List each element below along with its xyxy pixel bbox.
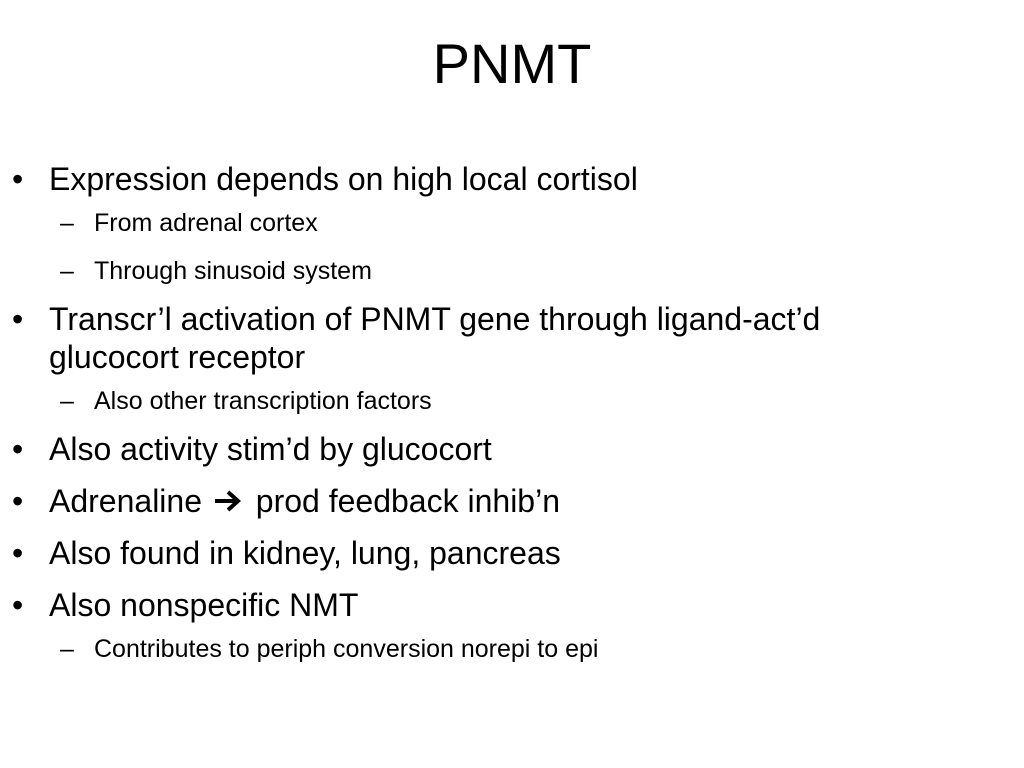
bullet-glyph: • — [12, 301, 24, 337]
slide-title: PNMT — [432, 32, 592, 95]
dash-glyph: – — [60, 209, 74, 237]
dash-glyph: – — [60, 635, 74, 663]
sub-item-periph-conversion — [0, 634, 1024, 664]
sub-item-text: From adrenal cortex — [94, 209, 318, 237]
bullet-glyph: • — [12, 161, 24, 197]
bullet-item-also-found — [0, 534, 1024, 572]
bullet-text-before-arrow: Adrenaline — [49, 483, 202, 519]
bullet-item-adrenaline-feedback — [0, 482, 1024, 520]
sub-item-text: Contributes to periph conversion norepi to epi — [94, 635, 599, 663]
sub-item-text: Through sinusoid system — [94, 257, 372, 285]
bullet-list — [0, 160, 1024, 664]
bullet-text: Also activity stim’d by glucocort — [49, 431, 492, 467]
bullet-item-expression — [0, 160, 1024, 198]
bullet-item-nonspecific-nmt — [0, 586, 1024, 624]
bullet-item-activity-stimulated — [0, 430, 1024, 468]
bullet-text: Also nonspecific NMT — [49, 587, 359, 623]
bullet-text: Also found in kidney, lung, pancreas — [49, 535, 561, 571]
sub-item-through-sinusoid-system — [0, 256, 1024, 286]
bullet-glyph: • — [12, 483, 24, 519]
dash-glyph: – — [60, 257, 74, 285]
bullet-glyph: • — [12, 431, 24, 467]
bullet-item-transcriptional-activation — [0, 300, 1024, 376]
bullet-glyph: • — [12, 587, 24, 623]
bullet-glyph: • — [12, 535, 24, 571]
bullet-text-line-2: glucocort receptor — [49, 339, 306, 375]
bullet-text-line-1: Transcr’l activation of PNMT gene through ligand-act’d — [49, 301, 821, 337]
arrow-right-icon — [215, 489, 243, 513]
bullet-text-after-arrow: prod feedback inhib’n — [255, 483, 560, 519]
sub-item-text: Also other transcription factors — [94, 387, 432, 415]
sub-item-from-adrenal-cortex — [0, 208, 1024, 238]
bullet-text: Expression depends on high local cortisol — [49, 161, 638, 197]
dash-glyph: – — [60, 387, 74, 415]
sub-item-other-transcription-factors — [0, 386, 1024, 416]
